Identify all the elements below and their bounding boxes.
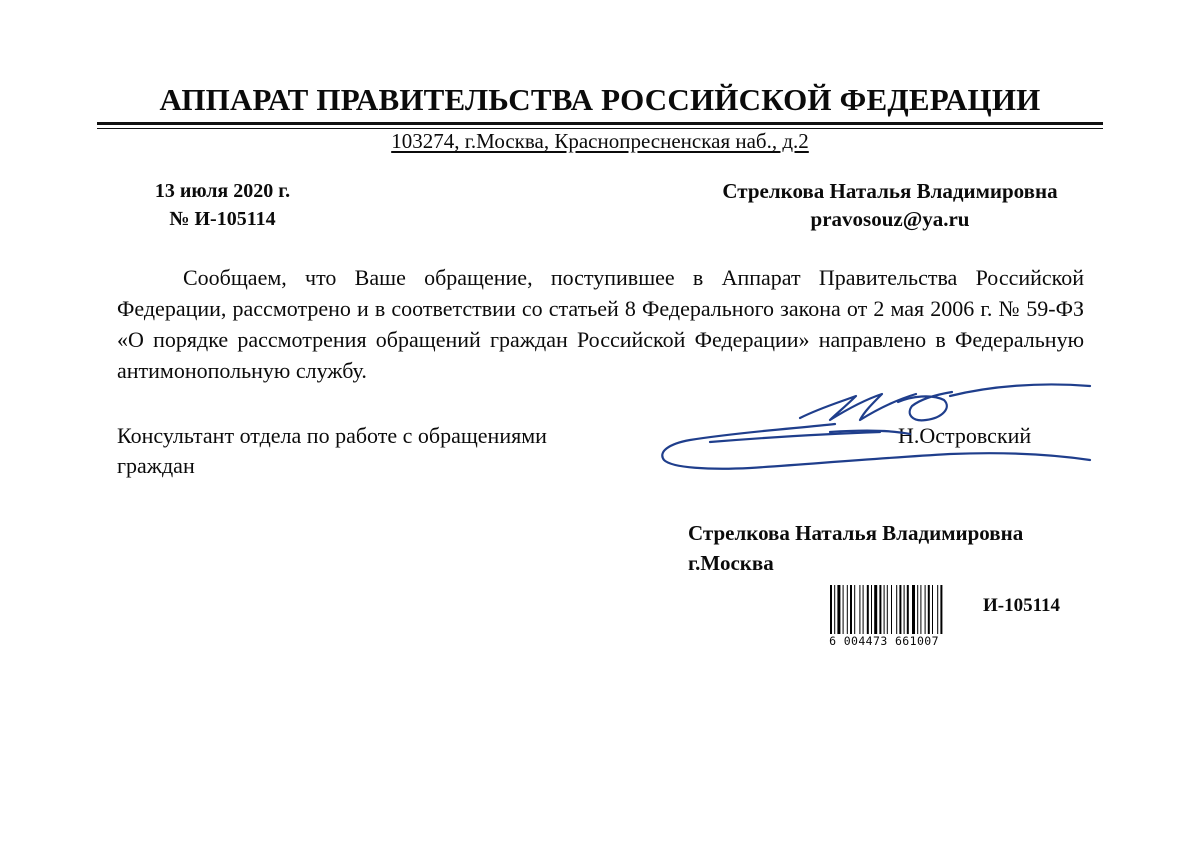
signer-name: Н.Островский	[898, 423, 1032, 448]
barcode	[818, 583, 950, 653]
signature-ink	[662, 384, 1090, 468]
barcode-digits: 6 004473 661007	[818, 634, 950, 648]
organization-address	[100, 128, 1100, 154]
recipient-email: pravosouz@ya.ru	[810, 207, 970, 231]
recipient-bottom-name: Стрелкова Наталья Владимировна	[688, 521, 1024, 545]
recipient-bottom-city: г.Москва	[688, 551, 774, 575]
recipient-name: Стрелкова Наталья Владимировна	[722, 179, 1058, 203]
recipient-header	[640, 177, 1140, 233]
letter-body: Сообщаем, что Ваше обращение, поступившее в Аппарат Правительства Российской Федерации, рассмотрено и в соответствии со статьей 8 Федерального закона от 2 мая 2006 г. № 59-ФЗ «О порядке рассмотрения обращений граждан Российской Федерации» направлено в Федеральную антимонопольную службу.	[117, 265, 1084, 383]
organization-title: АППАРАТ ПРАВИТЕЛЬСТВА РОССИЙСКОЙ ФЕДЕРАЦИИ	[159, 82, 1041, 117]
letter-meta	[120, 177, 325, 233]
signer-position-line1: Консультант отдела по работе с обращениями	[117, 423, 547, 448]
barcode-reference: И-105114	[983, 595, 1061, 616]
signer-position-line2: граждан	[117, 453, 195, 478]
signer-position	[117, 421, 677, 481]
letter-number: № И-105114	[169, 208, 276, 230]
organization-address-text: 103274, г.Москва, Краснопресненская наб., д.2	[391, 129, 809, 153]
recipient-address-block	[688, 518, 1023, 578]
header-rule-thick	[97, 122, 1103, 125]
letter-date: 13 июля 2020 г.	[154, 180, 291, 202]
handwritten-signature	[650, 372, 1100, 482]
